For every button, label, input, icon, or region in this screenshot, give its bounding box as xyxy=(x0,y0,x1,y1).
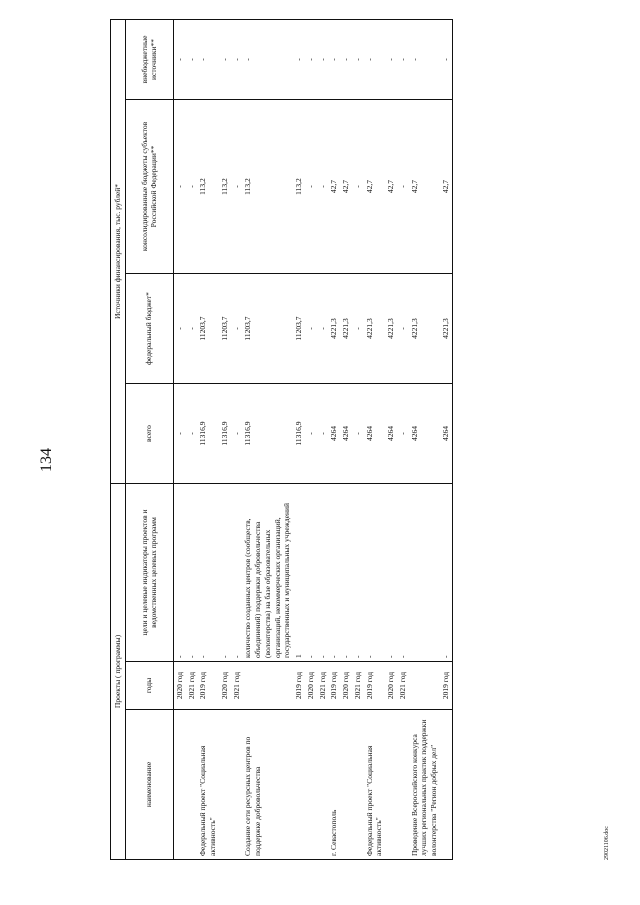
table-body xyxy=(173,19,452,859)
table-row xyxy=(328,19,340,859)
cell-regional: - xyxy=(352,100,364,274)
cell-federal: - xyxy=(397,274,409,384)
cell-extrabudgetary: - xyxy=(352,19,364,99)
table-row xyxy=(340,19,352,859)
cell-name: Проведение Всероссийского конкурса лучших региональных практик поддержки волонтерства "Регион добрых дел" xyxy=(409,710,440,860)
cell-regional: 113,2 xyxy=(293,100,305,274)
cell-name: г. Севастополь xyxy=(328,710,340,860)
cell-extrabudgetary: - xyxy=(219,19,231,99)
header-extrabudgetary: внебюджетные источники** xyxy=(125,19,173,99)
table-row xyxy=(197,19,219,859)
cell-total: 11316,9 xyxy=(293,384,305,484)
cell-total: 11316,9 xyxy=(219,384,231,484)
page-number xyxy=(32,440,62,480)
table-row xyxy=(364,19,386,859)
cell-total: 4264 xyxy=(385,384,397,484)
cell-name xyxy=(340,710,352,860)
cell-name xyxy=(397,710,409,860)
cell-goal: - xyxy=(317,484,329,662)
table-row xyxy=(293,19,305,859)
table-row xyxy=(409,19,440,859)
cell-extrabudgetary: - xyxy=(328,19,340,99)
cell-federal: - xyxy=(186,274,198,384)
cell-extrabudgetary: - xyxy=(305,19,317,99)
header-group-projects: Проекты ( программы) xyxy=(111,484,126,860)
cell-year: 2019 год xyxy=(440,662,452,710)
page-number-text: 134 xyxy=(38,448,55,472)
cell-regional: 42,7 xyxy=(409,100,440,274)
cell-year: 2019 год xyxy=(197,662,219,710)
cell-total: 11316,9 xyxy=(197,384,219,484)
table-row xyxy=(242,19,293,859)
rotated-table-container xyxy=(110,20,610,860)
cell-regional: - xyxy=(305,100,317,274)
table-row xyxy=(440,19,452,859)
cell-federal: 11203,7 xyxy=(197,274,219,384)
cell-name xyxy=(385,710,397,860)
cell-name xyxy=(173,710,185,860)
cell-year: 2021 год xyxy=(317,662,329,710)
cell-name xyxy=(219,710,231,860)
cell-year: 2021 год xyxy=(397,662,409,710)
cell-extrabudgetary: - xyxy=(197,19,219,99)
cell-extrabudgetary: - xyxy=(186,19,198,99)
cell-year: 2019 год xyxy=(364,662,386,710)
cell-regional: 42,7 xyxy=(385,100,397,274)
cell-total: - xyxy=(186,384,198,484)
cell-federal: - xyxy=(317,274,329,384)
table-row xyxy=(231,19,243,859)
cell-year: 2020 год xyxy=(385,662,397,710)
cell-total: - xyxy=(173,384,185,484)
cell-extrabudgetary: - xyxy=(340,19,352,99)
cell-federal: - xyxy=(231,274,243,384)
cell-regional: - xyxy=(186,100,198,274)
cell-goal: - xyxy=(385,484,397,662)
cell-regional: - xyxy=(231,100,243,274)
cell-year xyxy=(409,662,440,710)
cell-regional: 113,2 xyxy=(242,100,293,274)
cell-goal: - xyxy=(305,484,317,662)
cell-regional: 42,7 xyxy=(328,100,340,274)
cell-goal: - xyxy=(352,484,364,662)
cell-year: 2020 год xyxy=(340,662,352,710)
cell-regional: - xyxy=(317,100,329,274)
header-goals: цели и целевые индикаторы проектов и ведомственных целевых программ xyxy=(125,484,173,662)
cell-federal: 4221,3 xyxy=(440,274,452,384)
cell-year: 2020 год xyxy=(219,662,231,710)
cell-name xyxy=(293,710,305,860)
cell-extrabudgetary: - xyxy=(440,19,452,99)
cell-regional: 113,2 xyxy=(197,100,219,274)
table-row xyxy=(305,19,317,859)
cell-name xyxy=(305,710,317,860)
cell-total: 11316,9 xyxy=(242,384,293,484)
cell-federal: - xyxy=(305,274,317,384)
cell-regional: 42,7 xyxy=(340,100,352,274)
cell-name xyxy=(231,710,243,860)
header-group-financing: Источники финансирования, тыс. рублей* xyxy=(111,19,126,483)
cell-regional: - xyxy=(397,100,409,274)
cell-federal: - xyxy=(352,274,364,384)
cell-extrabudgetary: - xyxy=(242,19,293,99)
table-row xyxy=(352,19,364,859)
header-name: наименование xyxy=(125,710,173,860)
cell-regional: 42,7 xyxy=(364,100,386,274)
cell-year: 2021 год xyxy=(231,662,243,710)
cell-name xyxy=(440,710,452,860)
cell-extrabudgetary: - xyxy=(173,19,185,99)
cell-year: 2020 год xyxy=(305,662,317,710)
cell-total: 4264 xyxy=(409,384,440,484)
cell-name xyxy=(352,710,364,860)
cell-total: - xyxy=(305,384,317,484)
table-row xyxy=(397,19,409,859)
cell-extrabudgetary: - xyxy=(385,19,397,99)
header-regional-budget: консолидированные бюджеты субъектов Российской Федерации** xyxy=(125,100,173,274)
cell-goal: 1 xyxy=(293,484,305,662)
financing-table xyxy=(110,19,453,860)
cell-goal xyxy=(409,484,440,662)
header-total: всего xyxy=(125,384,173,484)
table-row xyxy=(219,19,231,859)
cell-federal: 4221,3 xyxy=(385,274,397,384)
cell-total: - xyxy=(317,384,329,484)
cell-goal: количество созданных центров (сообществ, объединений) поддержки добровольчества (волонтерства) на базе образовательных организаций, некоммерческих организаций, государственных и муниципальных учреждений xyxy=(242,484,293,662)
cell-extrabudgetary: - xyxy=(293,19,305,99)
cell-year xyxy=(242,662,293,710)
cell-goal: - xyxy=(197,484,219,662)
cell-year: 2019 год xyxy=(328,662,340,710)
cell-name xyxy=(317,710,329,860)
table-row xyxy=(173,19,185,859)
cell-goal: - xyxy=(231,484,243,662)
cell-federal: 4221,3 xyxy=(364,274,386,384)
cell-federal: 4221,3 xyxy=(328,274,340,384)
table-row xyxy=(385,19,397,859)
cell-federal: 4221,3 xyxy=(340,274,352,384)
cell-total: - xyxy=(352,384,364,484)
header-years: годы xyxy=(125,662,173,710)
table-row xyxy=(186,19,198,859)
cell-goal: - xyxy=(440,484,452,662)
cell-goal: - xyxy=(186,484,198,662)
cell-name: Федеральный проект "Социальная активность" xyxy=(364,710,386,860)
cell-total: - xyxy=(397,384,409,484)
cell-federal: - xyxy=(173,274,185,384)
cell-total: 4264 xyxy=(440,384,452,484)
cell-total: - xyxy=(231,384,243,484)
cell-federal: 11203,7 xyxy=(219,274,231,384)
cell-federal: 4221,3 xyxy=(409,274,440,384)
cell-extrabudgetary: - xyxy=(317,19,329,99)
cell-federal: 11203,7 xyxy=(242,274,293,384)
cell-name: Федеральный проект "Социальная активность" xyxy=(197,710,219,860)
cell-extrabudgetary: - xyxy=(397,19,409,99)
cell-extrabudgetary: - xyxy=(364,19,386,99)
cell-total: 4264 xyxy=(364,384,386,484)
cell-total: 4264 xyxy=(328,384,340,484)
header-federal-budget: федеральный бюджет* xyxy=(125,274,173,384)
cell-goal: - xyxy=(219,484,231,662)
cell-year: 2021 год xyxy=(352,662,364,710)
cell-regional: 42,7 xyxy=(440,100,452,274)
cell-year: 2019 год xyxy=(293,662,305,710)
document-footer: 29021106.doc xyxy=(604,826,610,860)
cell-extrabudgetary: - xyxy=(409,19,440,99)
cell-name xyxy=(186,710,198,860)
cell-name: Создание сети ресурсных центров по поддержке добровольчества xyxy=(242,710,293,860)
table-row xyxy=(317,19,329,859)
cell-year: 2020 год xyxy=(173,662,185,710)
cell-total: 4264 xyxy=(340,384,352,484)
cell-goal: - xyxy=(364,484,386,662)
cell-federal: 11203,7 xyxy=(293,274,305,384)
cell-goal: - xyxy=(397,484,409,662)
cell-goal: - xyxy=(340,484,352,662)
cell-regional: 113,2 xyxy=(219,100,231,274)
cell-goal: - xyxy=(173,484,185,662)
cell-extrabudgetary: - xyxy=(231,19,243,99)
cell-goal: - xyxy=(328,484,340,662)
cell-regional: - xyxy=(173,100,185,274)
cell-year: 2021 год xyxy=(186,662,198,710)
